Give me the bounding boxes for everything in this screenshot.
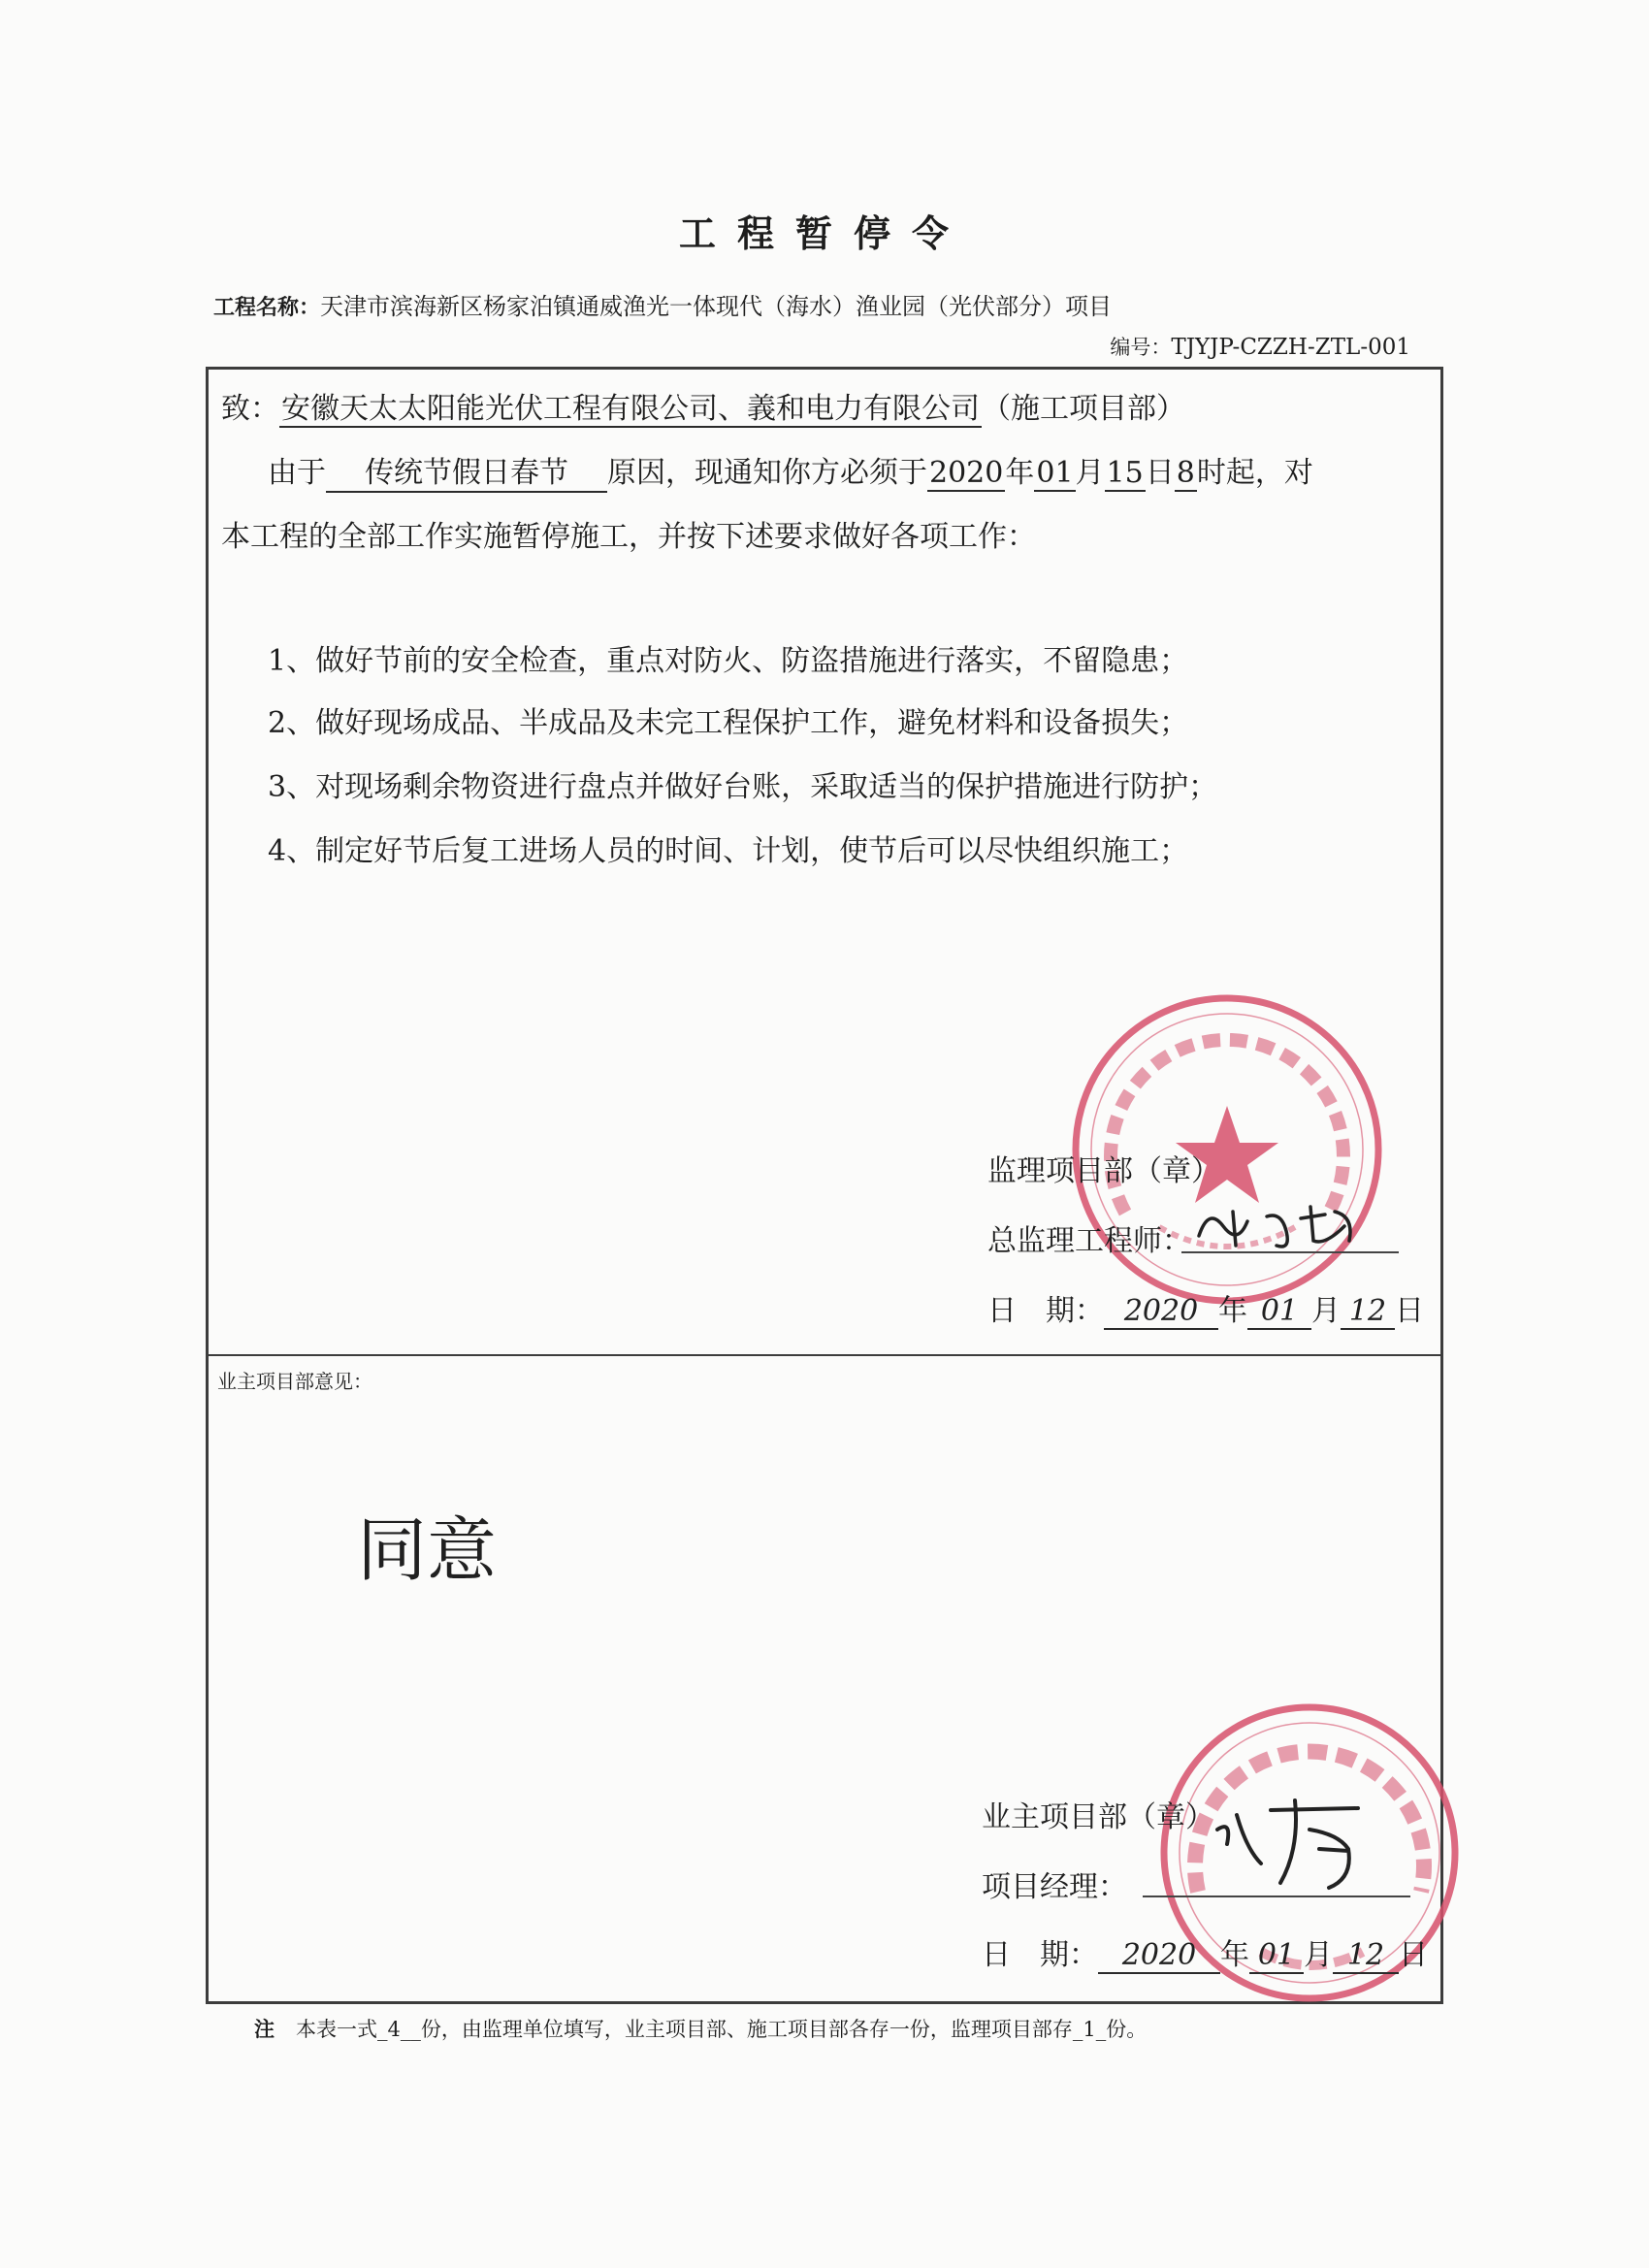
- recipient-line: [221, 384, 1185, 427]
- document-title: 工程暂停令: [678, 212, 970, 255]
- stop-day: 15: [1106, 456, 1144, 490]
- project-name-line: [213, 287, 1112, 321]
- document-code: TJYJP-CZZH-ZTL-001: [1171, 335, 1410, 360]
- stop-month: 01: [1036, 456, 1074, 490]
- month-unit: 月: [1075, 456, 1105, 490]
- owner-date-line: [982, 1930, 1428, 1974]
- supervision-date-day: 12: [1341, 1294, 1395, 1330]
- supervision-date-month: 01: [1247, 1294, 1311, 1330]
- project-manager-label: 项目经理：: [982, 1870, 1127, 1904]
- day-unit: 日: [1145, 456, 1175, 490]
- recipient: 安徽天太太阳能光伏工程有限公司、義和电力有限公司: [281, 392, 980, 426]
- chief-engineer-signature: [1189, 1197, 1374, 1255]
- supervision-day-unit: 日: [1395, 1294, 1424, 1328]
- supervision-date-year: 2020: [1104, 1294, 1218, 1330]
- section-divider: [206, 1354, 1443, 1356]
- owner-date-label: 日 期：: [982, 1938, 1098, 1972]
- owner-month-unit: 月: [1304, 1938, 1333, 1972]
- owner-year-unit: 年: [1220, 1938, 1249, 1972]
- supervision-year-unit: 年: [1218, 1294, 1247, 1328]
- requirement-item-3: 3、对现场剩余物资进行盘点并做好台账，采取适当的保护措施进行防护；: [268, 770, 1218, 804]
- owner-date-month: 01: [1249, 1938, 1304, 1974]
- footnote-text: 本表一式_4__份，由监理单位填写，业主项目部、施工项目部各存一份，监理项目部存_1_份。: [296, 2018, 1148, 2041]
- requirement-item-2: 2、做好现场成品、半成品及未完工程保护工作，避免材料和设备损失；: [268, 706, 1189, 740]
- owner-date-day: 12: [1333, 1938, 1399, 1974]
- hour-suffix: 时起，对: [1196, 456, 1313, 490]
- year-unit: 年: [1005, 456, 1035, 490]
- project-manager-signature: [1203, 1791, 1387, 1897]
- supervision-dept-label: 监理项目部（章）: [987, 1154, 1220, 1188]
- reason-line: [268, 448, 1313, 493]
- supervision-date-line: [987, 1286, 1424, 1330]
- project-name-label: 工程名称：: [213, 296, 321, 320]
- to-label: 致：: [221, 392, 279, 426]
- stop-year: 2020: [929, 456, 1004, 490]
- reason-suffix: 原因，现通知你方必须于: [607, 456, 927, 490]
- requirement-item-4: 4、制定好节后复工进场人员的时间、计划，使节后可以尽快组织施工；: [268, 834, 1189, 868]
- owner-dept-label: 业主项目部（章）: [982, 1800, 1214, 1834]
- project-name: 天津市滨海新区杨家泊镇通威渔光一体现代（海水）渔业园（光伏部分）项目: [320, 293, 1113, 320]
- supervision-month-unit: 月: [1311, 1294, 1341, 1328]
- owner-opinion: 同意: [357, 1509, 498, 1591]
- requirement-item-1: 1、做好节前的安全检查，重点对防火、防盗措施进行落实，不留隐患；: [268, 644, 1189, 678]
- owner-opinion-label: 业主项目部意见：: [217, 1370, 372, 1393]
- chief-engineer-label: 总监理工程师：: [987, 1224, 1191, 1258]
- footnote-label: 注: [254, 2018, 275, 2041]
- notice-line-2: 本工程的全部工作实施暂停施工，并按下述要求做好各项工作：: [221, 520, 1036, 554]
- document-code-label: 编号：: [1110, 336, 1172, 359]
- owner-day-unit: 日: [1399, 1938, 1428, 1972]
- stop-hour: 8: [1176, 456, 1195, 490]
- owner-date-year: 2020: [1098, 1938, 1220, 1974]
- supervision-date-label: 日 期：: [987, 1294, 1104, 1328]
- document-code-line: [1110, 332, 1410, 361]
- recipient-suffix: （施工项目部）: [982, 392, 1185, 426]
- reason-prefix: 由于: [268, 456, 326, 490]
- reason-field: 传统节假日春节: [326, 448, 607, 493]
- footnote: [254, 2014, 1147, 2043]
